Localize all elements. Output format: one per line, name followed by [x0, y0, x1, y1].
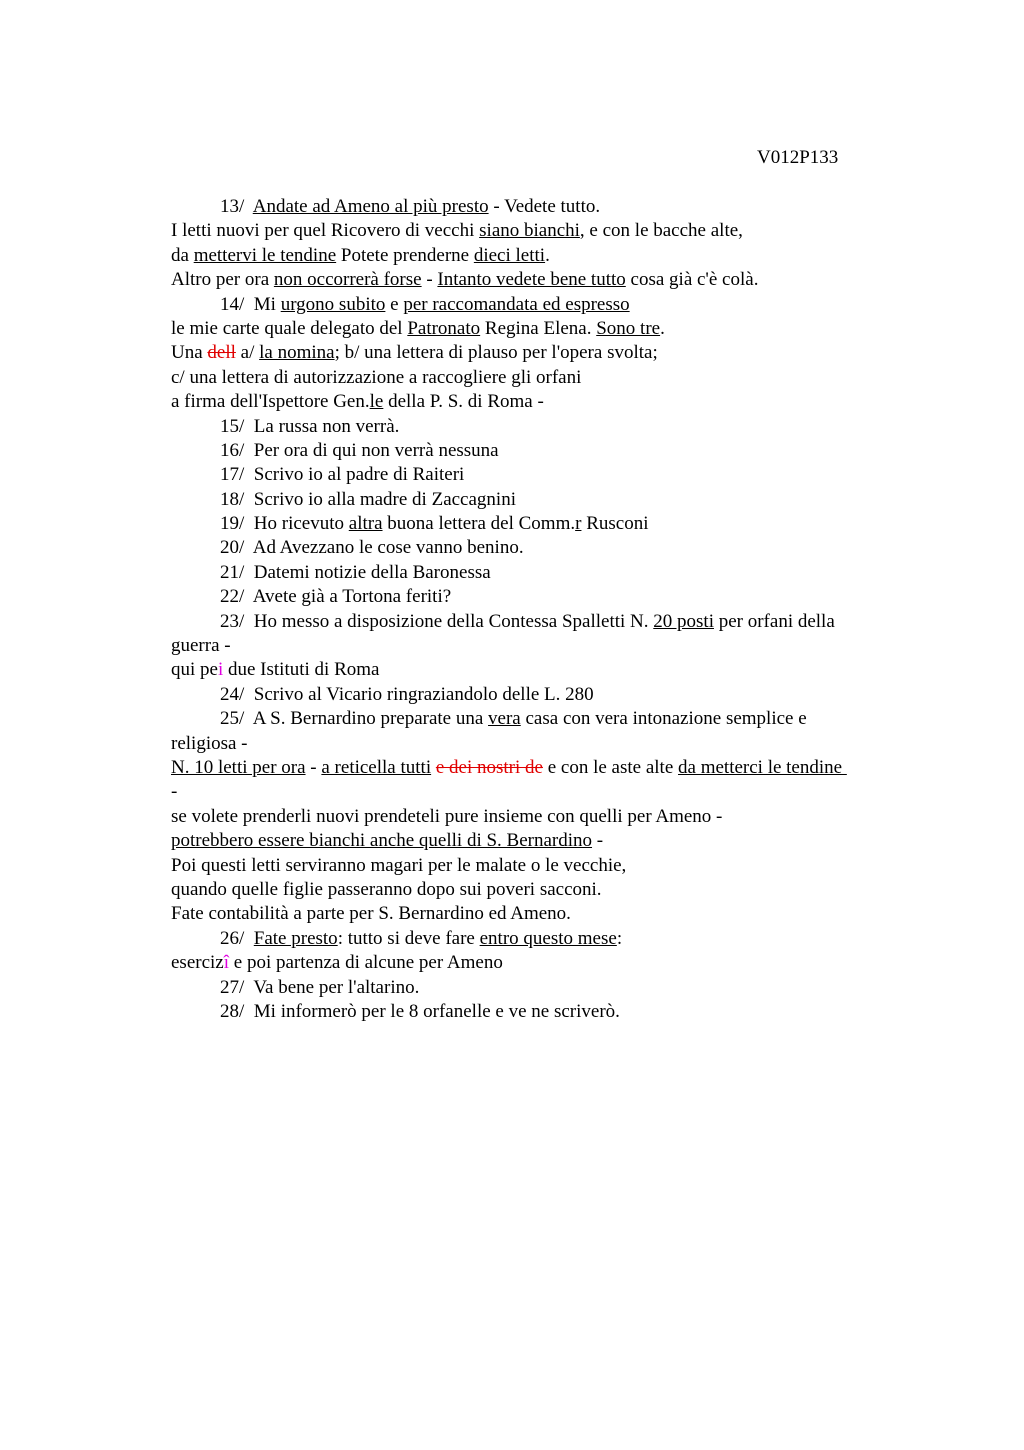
text-segment: Una	[171, 342, 208, 364]
text-segment: due Istituti di Roma	[223, 659, 380, 681]
text-segment: 23/ Ho messo a disposizione della Contessa Spalletti N.	[220, 610, 654, 632]
text-line	[171, 1000, 911, 1024]
text-line	[171, 902, 911, 926]
text-line	[171, 707, 911, 731]
text-segment: -	[592, 830, 604, 852]
text-segment: Poi questi letti serviranno magari per le malate o le vecchie,	[171, 854, 627, 876]
text-segment: 18/ Scrivo io alla madre di Zaccagnini	[220, 488, 516, 510]
text-segment: e	[385, 293, 404, 315]
text-segment: a firma dell'Ispettore Gen.	[171, 391, 370, 413]
text-line	[171, 976, 911, 1000]
underlined-text: le	[369, 391, 384, 413]
underlined-text: per raccomandata ed espresso	[403, 293, 630, 315]
text-segment: 27/ Va bene per l'altarino.	[220, 976, 420, 998]
text-segment: e poi partenza di alcune per Ameno	[229, 952, 503, 974]
text-segment: da	[171, 244, 194, 266]
underlined-text: Sono tre	[596, 317, 661, 339]
text-line	[171, 390, 911, 414]
inserted-text: î	[223, 952, 230, 974]
text-segment: .	[660, 317, 665, 339]
text-segment: guerra -	[171, 635, 231, 657]
text-segment: 20/ Ad Avezzano le cose vanno benino.	[220, 537, 524, 559]
text-segment: cosa già c'è colà.	[625, 269, 759, 291]
underlined-text: entro questo mese	[479, 927, 617, 949]
text-segment: Rusconi	[581, 513, 649, 535]
text-segment: I letti nuovi per quel Ricovero di vecchi	[171, 220, 480, 242]
text-segment: 17/ Scrivo io al padre di Raiteri	[220, 464, 465, 486]
text-segment: -	[421, 269, 438, 291]
text-segment: 26/	[220, 927, 254, 949]
text-line	[171, 219, 911, 243]
text-line	[171, 488, 911, 512]
page-identifier: V012P133	[757, 147, 839, 168]
text-line	[171, 512, 911, 536]
text-segment: - Vedete tutto.	[488, 196, 601, 217]
underlined-text: Patronato	[407, 317, 481, 339]
text-line	[171, 805, 911, 829]
text-segment: Regina Elena.	[480, 317, 597, 339]
text-line	[171, 293, 911, 317]
text-line	[171, 732, 911, 756]
text-segment: , e con le bacche alte,	[579, 220, 743, 242]
underlined-text: a reticella tutti	[321, 756, 432, 778]
underlined-text: mettervi le tendine	[193, 244, 337, 266]
underlined-text: N. 10 letti per ora	[171, 756, 306, 778]
deleted-text: dell	[207, 342, 236, 364]
underlined-text: non occorrerà forse	[273, 269, 422, 291]
underlined-text: dieci letti	[473, 244, 546, 266]
text-line	[171, 585, 911, 609]
text-segment: 16/ Per ora di qui non verrà nessuna	[220, 439, 499, 461]
text-line	[171, 610, 911, 634]
text-segment: -	[171, 781, 178, 803]
text-segment: 13/	[220, 196, 253, 217]
text-line	[171, 683, 911, 707]
text-line	[171, 439, 911, 463]
text-line	[171, 536, 911, 560]
text-segment: a/	[235, 342, 260, 364]
underlined-text: Andate ad Ameno al più presto	[252, 196, 489, 217]
text-segment: qui pe	[171, 659, 218, 681]
text-segment: le mie carte quale delegato del	[171, 317, 408, 339]
text-segment: : tutto si deve fare	[337, 927, 480, 949]
text-segment: religiosa -	[171, 732, 248, 754]
text-segment: 14/ Mi	[220, 293, 281, 315]
text-segment: se volete prenderli nuovi prendeteli pure insieme con quelli per Ameno -	[171, 805, 723, 827]
text-line	[171, 463, 911, 487]
text-line	[171, 634, 911, 658]
text-segment: eserciz	[171, 952, 224, 974]
text-line	[171, 366, 911, 390]
text-line	[171, 878, 911, 902]
text-line	[171, 951, 911, 975]
underlined-text: siano bianchi	[479, 220, 580, 242]
underlined-text: altra	[348, 513, 383, 535]
text-line	[171, 854, 911, 878]
text-segment: 15/ La russa non verrà.	[220, 415, 400, 437]
underlined-text: Intanto vedete bene tutto	[437, 269, 626, 291]
text-segment: 28/ Mi informerò per le 8 orfanelle e ve ne scriverò.	[220, 1000, 620, 1022]
text-line	[171, 927, 911, 951]
text-segment: ; b/ una lettera di plauso per l'opera svolta;	[334, 342, 658, 364]
text-segment: per orfani della	[713, 610, 835, 632]
text-segment: buona lettera del Comm.	[382, 513, 576, 535]
text-segment: 21/ Datemi notizie della Baronessa	[220, 561, 491, 583]
text-segment: 19/ Ho ricevuto	[220, 513, 349, 535]
text-segment: Fate contabilità a parte per S. Bernardino ed Ameno.	[171, 903, 571, 925]
text-segment: 25/ A S. Bernardino preparate una	[220, 708, 489, 730]
text-line	[171, 780, 911, 804]
underlined-text: 20 posti	[653, 610, 714, 632]
underlined-text: Fate presto	[253, 927, 338, 949]
document-body	[171, 195, 911, 1024]
text-segment: Potete prenderne	[336, 244, 474, 266]
text-line	[171, 195, 911, 219]
text-segment: .	[545, 244, 550, 266]
inserted-text: i	[217, 659, 224, 681]
text-line	[171, 829, 911, 853]
underlined-text: potrebbero essere bianchi anche quelli di S. Bernardino	[171, 830, 593, 852]
text-segment: della P. S. di Roma -	[383, 391, 544, 413]
underlined-text: da metterci le tendine	[678, 756, 847, 778]
text-segment: c/ una lettera di autorizzazione a raccogliere gli orfani	[171, 366, 582, 388]
underlined-text: urgono subito	[280, 293, 386, 315]
underlined-text: r	[575, 513, 582, 535]
text-line	[171, 268, 911, 292]
text-segment: casa con vera intonazione semplice e	[520, 708, 807, 730]
text-line	[171, 756, 911, 780]
text-segment: 22/ Avete già a Tortona feriti?	[220, 586, 452, 608]
text-line	[171, 341, 911, 365]
text-line	[171, 658, 911, 682]
deleted-text: e dei nostri de	[435, 756, 543, 778]
text-line	[171, 415, 911, 439]
text-segment: -	[305, 756, 322, 778]
underlined-text: la nomina	[259, 342, 335, 364]
underlined-text: vera	[488, 708, 521, 730]
text-segment: quando quelle figlie passeranno dopo sui poveri sacconi.	[171, 878, 602, 900]
text-segment: :	[616, 927, 623, 949]
text-line	[171, 244, 911, 268]
text-line	[171, 317, 911, 341]
text-line	[171, 561, 911, 585]
text-segment: Altro per ora	[171, 269, 274, 291]
text-segment: e con le aste alte	[542, 756, 679, 778]
text-segment: 24/ Scrivo al Vicario ringraziandolo delle L. 280	[220, 683, 594, 705]
